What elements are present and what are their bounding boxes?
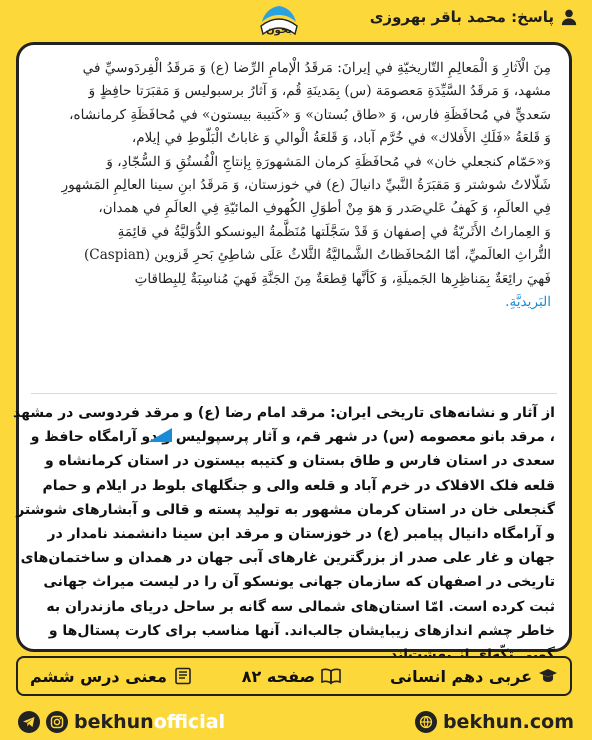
author-label xyxy=(370,8,578,26)
globe-icon xyxy=(415,711,437,733)
arabic-line: فِي العالَمِ، وَ كَهفُ عَلي‌صَدر وَ هوَ مِنْ أطوَلِ الكُهوفِ المائيّةِ فِي العالَمِ في همدان، xyxy=(98,200,551,217)
social-suffix: official xyxy=(153,711,226,733)
bottom-bar xyxy=(0,704,592,740)
arabic-line: وَ«حَمّام كنجعلي خان» في مُحافَظَةِ كرمان المَشهورَةِ بِإنتاجِ الْفُستُقِ وَ السُّجّادِ، وَ xyxy=(106,153,551,170)
translation-line: از آثار و نشانه‌های تاریخی ایران: مرقد امام رضا (ع) و مرقد فردوسی در مشهد xyxy=(12,405,555,421)
content-card xyxy=(12,42,572,652)
social-handle[interactable] xyxy=(18,711,225,733)
graduation-cap-icon xyxy=(538,667,558,685)
top-bar xyxy=(0,0,592,38)
instagram-icon[interactable] xyxy=(46,711,68,733)
translation-line: سعدی در استان فارس و طاق بستان و کتیبه بیستون در استان کرمانشاه و xyxy=(45,453,555,470)
page-label: صفحه ۸۲ xyxy=(241,666,316,686)
subject-label: عربی دهم انسانی xyxy=(389,666,532,686)
translation-line: گنجعلی خان در استان کرمان مشهور به تولید پسته و قالی و آبشارهای شوشتر xyxy=(16,501,555,518)
arabic-line: وَ قَلعَةُ «فَلَكِ الأَفلاك» في خُرَّم آباد، وَ قَلعَةُ الْوالي وَ غاباتُ الْبَلّوطِ في إيلام، xyxy=(131,130,551,147)
website-link[interactable] xyxy=(415,711,574,733)
translation-line: ثبت کرده است. امّا استان‌های شمالی سه گانه بر ساحل دریای مازندران به xyxy=(46,598,555,615)
website-text: bekhun.com xyxy=(442,711,574,733)
bekhun-logo xyxy=(256,4,302,42)
translation-line: ، مرقد بانو معصومه (س) در شهر قم، و آثار پرسپولیس و دو آرامگاه حافظ و xyxy=(30,429,555,446)
lesson-item xyxy=(30,667,193,686)
arabic-line: فَهيَ رائِعَةٌ بِمَناظِرِها الجَميلَةِ، وَ كَأنَّها قِطعَةٌ مِنَ الجَنَّةِ فَهيَ مُناسِبَةٌ لِلبِطاقاتِ xyxy=(134,270,551,287)
arabic-line: مِنَ الْآثارِ وَ الْمَعالِمِ التّاريخيّةِ في إيرانَ: مَرقَدُ الْإمامِ الرِّضا (ع) وَ مَرقَدُ الْفِردَوسيِّ في xyxy=(82,60,551,76)
open-book-icon xyxy=(321,667,341,685)
svg-text:بخون: بخون xyxy=(266,25,292,36)
translation-line: خاطر چشم اندازهای زیبایشان جالب‌اند. آنها مناسب برای کارت پستال‌ها و xyxy=(48,622,555,639)
subject-item xyxy=(390,667,558,686)
book-icon xyxy=(173,667,193,685)
page-item xyxy=(242,667,341,686)
translation-line: جهان و غار علی صدر از بزرگترین غارهای آبی جهان در همدان و ساختمان‌های xyxy=(20,550,555,567)
blue-corner-marker xyxy=(148,428,172,442)
user-icon xyxy=(560,8,578,26)
translation-line: تاریخی در اصفهان که سازمان جهانی یونسکو آن را در لیست میراث جهانی xyxy=(43,574,555,591)
translation-line: و آرامگاه دانیال پیامبر (ع) در خوزستان و مرقد ابن سینا دانشمند نامدار در xyxy=(47,526,555,543)
lesson-label: معنی درس ششم xyxy=(30,666,167,686)
social-prefix: bekhun xyxy=(74,711,154,733)
arabic-line: وَ العِماراتُ الأَثَريّةُ في إصفهان وَ قَدْ سَجَّلَتها مُنَظَّمةُ اليونسكو الدُّوَليَّةُ في قائِمَةِ xyxy=(117,223,551,240)
lesson-footer xyxy=(16,656,572,696)
translation-line: قلعه فلک الافلاک در خرم آباد و قلعه والی و جنگلهای بلوط در ایلام و حمام xyxy=(42,477,555,494)
telegram-icon[interactable] xyxy=(18,711,40,733)
arabic-line: شَلّالاتُ شوشتر وَ مَقبَرَةُ النَّبيِّ دانيالَ (ع) في خوزستان، وَ مَرقَدُ ابنِ سينا العالِمِ المَشهورِ xyxy=(61,177,551,194)
arabic-passage xyxy=(19,45,569,314)
passage-divider xyxy=(31,393,557,394)
arabic-line: سَعديٍّ في مُحافَظَةِ فارس، وَ «طاق بُستان» وَ «كَتيبة بيستون» في مُحافَظَةِ كرمانشاه، xyxy=(69,106,551,123)
arabic-line: مشهد، وَ مَرقَدُ السَّيِّدَةِ مَعصومَة (س) بِمَدينَةِ قُم، وَ آثارُ برسبوليس وَ مَقبَرَتا حافِظٍ وَ xyxy=(88,83,551,100)
arabic-line: التُّراثِ العالَميِّ، أمّا المُحافَظاتُ الشَّماليَّةُ الثَّلاثُ عَلَى شاطِئِ بَحرِ قَزوين (Caspian) xyxy=(83,247,551,264)
author-name: پاسخ: محمد باقر بهروزی xyxy=(369,8,554,26)
arabic-line-last: البَريديَّةِ. xyxy=(505,294,551,311)
persian-translation xyxy=(12,401,569,667)
